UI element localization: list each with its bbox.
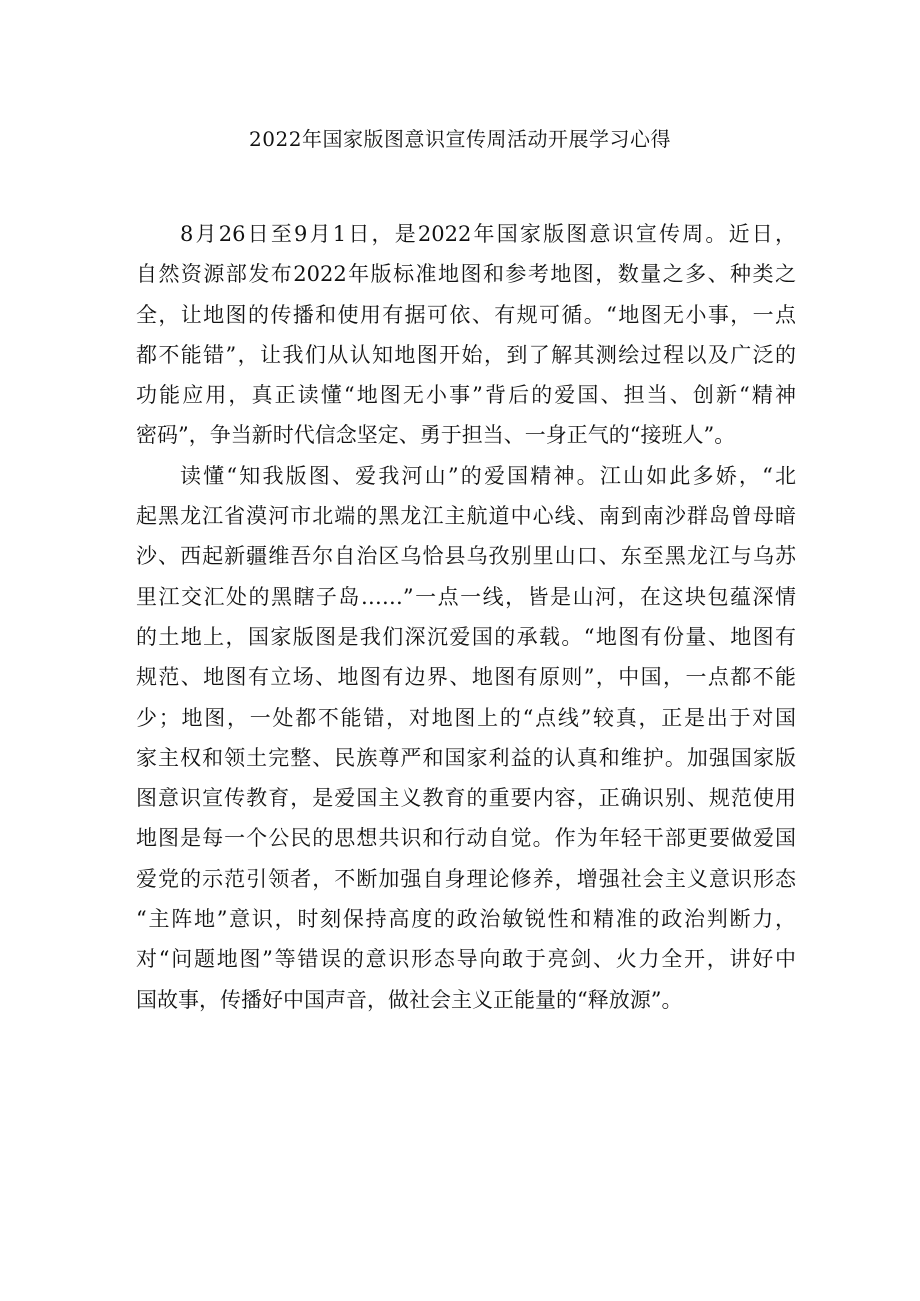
paragraph <box>136 214 796 456</box>
text-line: 功能应用，真正读懂“地图无小事”背后的爱国、担当、创新“精神 <box>136 383 796 408</box>
text-line: 起黑龙江省漠河市北端的黑龙江主航道中心线、南到南沙群岛曾母暗 <box>136 504 796 529</box>
paragraph <box>136 456 796 1020</box>
text-line: 家主权和领土完整、民族尊严和国家利益的认真和维护。加强国家版 <box>136 745 796 770</box>
text-line: 图意识宣传教育，是爱国主义教育的重要内容，正确识别、规范使用 <box>136 786 796 811</box>
text-line: 国故事，传播好中国声音，做社会主义正能量的“释放源”。 <box>136 987 683 1012</box>
text-line: 都不能错”，让我们从认知地图开始，到了解其测绘过程以及广泛的 <box>136 342 796 367</box>
document-body <box>136 214 796 1020</box>
text-line: 全，让地图的传播和使用有据可依、有规可循。“地图无小事，一点 <box>136 302 796 327</box>
text-line: 沙、西起新疆维吾尔自治区乌恰县乌孜别里山口、东至黑龙江与乌苏 <box>136 544 796 569</box>
text-line: 自然资源部发布2022年版标准地图和参考地图，数量之多、种类之 <box>136 262 796 287</box>
text-line: 少；地图，一处都不能错，对地图上的“点线”较真，正是出于对国 <box>136 705 796 730</box>
text-line: 地图是每一个公民的思想共识和行动自觉。作为年轻干部更要做爱国 <box>136 826 796 851</box>
text-line: 里江交汇处的黑瞎子岛……”一点一线，皆是山河，在这块包蕴深情 <box>136 584 796 609</box>
text-line: 的土地上，国家版图是我们深沉爱国的承载。“地图有份量、地图有 <box>136 624 796 649</box>
text-line: 8月26日至9月1日，是2022年国家版图意识宣传周。近日， <box>180 222 796 246</box>
text-line: 对“问题地图”等错误的意识形态导向敢于亮剑、火力全开，讲好中 <box>136 947 796 972</box>
text-line: 密码”，争当新时代信念坚定、勇于担当、一身正气的“接班人”。 <box>136 423 736 448</box>
text-line: 规范、地图有立场、地图有边界、地图有原则”，中国，一点都不能 <box>136 665 796 690</box>
text-line: 爱党的示范引领者，不断加强自身理论修养，增强社会主义意识形态 <box>136 866 796 891</box>
document-title: 2022年国家版图意识宣传周活动开展学习心得 <box>249 127 671 151</box>
text-line: “主阵地”意识，时刻保持高度的政治敏锐性和精准的政治判断力， <box>136 907 796 932</box>
text-line: 读懂“知我版图、爱我河山”的爱国精神。江山如此多娇，“北 <box>180 463 796 488</box>
